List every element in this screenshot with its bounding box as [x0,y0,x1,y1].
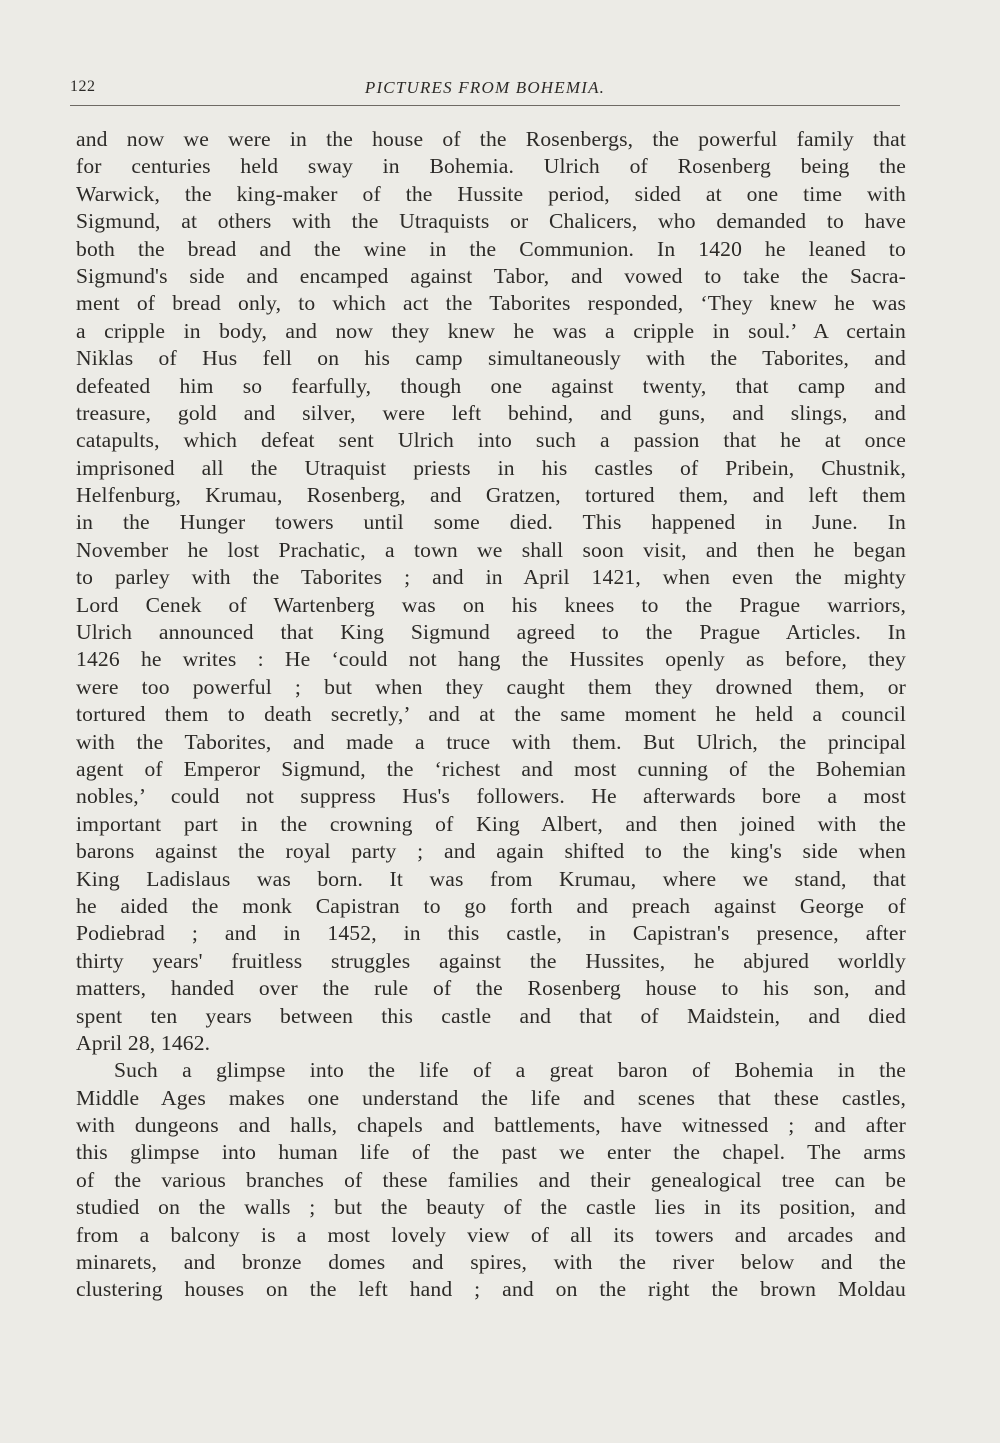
running-head [70,78,900,102]
page-number: 122 [70,78,96,95]
text-line: from a balcony is a most lovely view of all its towers and arcades and [76,1222,906,1247]
text-line: were too powerful ; but when they caught them they drowned them, or [76,674,906,699]
text-line: Ulrich announced that King Sigmund agreed to the Prague Articles. In [76,620,906,645]
text-line: matters, handed over the rule of the Rosenberg house to his son, and [76,976,906,1001]
text-line: spent ten years between this castle and that of Maidstein, and died [76,1003,906,1028]
text-line: November he lost Prachatic, a town we shall soon visit, and then he began [76,537,906,562]
text-line: nobles,’ could not suppress Hus's followers. He afterwards bore a most [76,784,906,809]
paragraph-first-line: Such a glimpse into the life of a great baron of Bohemia in the [114,1058,906,1083]
text-line: Middle Ages makes one understand the life and scenes that these castles, [76,1085,906,1110]
text-line: Sigmund's side and encamped against Tabor, and vowed to take the Sacra- [76,263,906,288]
text-line: Podiebrad ; and in 1452, in this castle, in Capistran's presence, after [76,921,906,946]
text-line: 1426 he writes : He ‘could not hang the Hussites openly as before, they [76,647,906,672]
text-line: treasure, gold and silver, were left behind, and guns, and slings, and [76,400,906,425]
text-line: for centuries held sway in Bohemia. Ulrich of Rosenberg being the [76,154,906,179]
text-line: in the Hunger towers until some died. This happened in June. In [76,510,906,535]
text-line: a cripple in body, and now they knew he was a cripple in soul.’ A certain [76,318,906,343]
text-line: thirty years' fruitless struggles against the Hussites, he abjured worldly [76,948,906,973]
text-line: minarets, and bronze domes and spires, with the river below and the [76,1250,906,1275]
text-line: Lord Cenek of Wartenberg was on his knees to the Prague warriors, [76,592,906,617]
text-line: defeated him so fearfully, though one against twenty, that camp and [76,373,906,398]
body-text [76,126,906,1304]
text-line: and now we were in the house of the Rosenbergs, the powerful family that [76,127,906,151]
text-line: Warwick, the king-maker of the Hussite period, sided at one time with [76,181,906,206]
text-line: April 28, 1462. [76,1030,211,1055]
text-line: to parley with the Taborites ; and in April 1421, when even the mighty [76,565,906,590]
text-line: tortured them to death secretly,’ and at the same moment he held a council [76,702,906,727]
text-line: catapults, which defeat sent Ulrich into such a passion that he at once [76,428,906,453]
header-rule [70,105,900,106]
text-line: Helfenburg, Krumau, Rosenberg, and Gratzen, tortured them, and left them [76,483,906,508]
text-line: King Ladislaus was born. It was from Krumau, where we stand, that [76,866,906,891]
text-line: important part in the crowning of King Albert, and then joined with the [76,811,906,836]
text-line: agent of Emperor Sigmund, the ‘richest and most cunning of the Bohemian [76,756,906,781]
text-line: with dungeons and halls, chapels and battlements, have witnessed ; and after [76,1113,906,1138]
text-line: of the various branches of these families and their genealogical tree can be [76,1167,906,1192]
text-line: ment of bread only, to which act the Taborites responded, ‘They knew he was [76,291,906,316]
text-line: imprisoned all the Utraquist priests in his castles of Pribein, Chustnik, [76,455,906,480]
text-line: barons against the royal party ; and again shifted to the king's side when [76,839,906,864]
text-line: he aided the monk Capistran to go forth and preach against George of [76,893,906,918]
text-line: Niklas of Hus fell on his camp simultaneously with the Taborites, and [76,346,906,371]
text-line: Sigmund, at others with the Utraquists or Chalicers, who demanded to have [76,209,906,234]
text-line: with the Taborites, and made a truce with them. But Ulrich, the principal [76,729,906,754]
text-line: this glimpse into human life of the past we enter the chapel. The arms [76,1140,906,1165]
running-title: PICTURES FROM BOHEMIA. [364,78,606,97]
text-line: both the bread and the wine in the Communion. In 1420 he leaned to [76,236,906,261]
text-line: clustering houses on the left hand ; and on the right the brown Moldau [76,1277,906,1302]
text-line: studied on the walls ; but the beauty of the castle lies in its position, and [76,1195,906,1220]
